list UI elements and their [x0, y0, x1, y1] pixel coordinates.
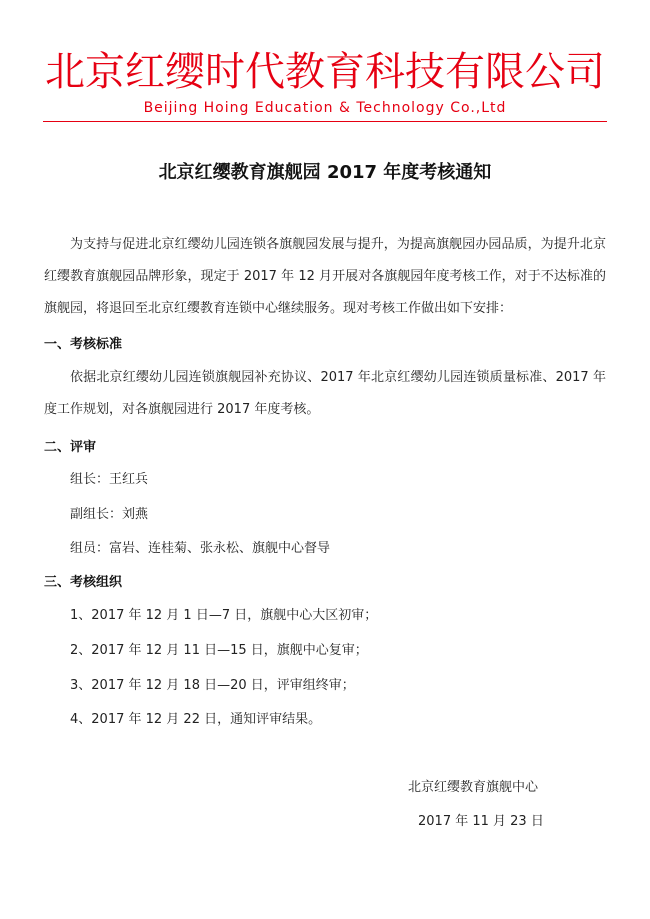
review-leader: 组长：王红兵	[70, 472, 149, 487]
section-heading-criteria: 一、考核标准	[44, 337, 123, 352]
criteria-paragraph	[44, 362, 606, 426]
section-heading-organization: 三、考核组织	[44, 575, 123, 590]
review-deputy-leader: 副组长：刘燕	[70, 507, 149, 522]
intro-paragraph	[44, 229, 606, 325]
intro-text: 为支持与促进北京红缨幼儿园连锁各旗舰园发展与提升，为提高旗舰园办园品质，为提升北京红缨教育旗舰园品牌形象，现定于 2017 年 12 月开展对各旗舰园年度考核工作，对于不达标准的旗舰园，将退回至北京红缨教育连锁中心继续服务。现对考核工作做出如下安排：	[44, 237, 606, 316]
section-heading-review: 二、评审	[44, 440, 97, 455]
schedule-item: 2、2017 年 12 月 11 日—15 日，旗舰中心复审；	[70, 643, 368, 658]
document-title: 北京红缨教育旗舰园 2017 年度考核通知	[158, 162, 492, 183]
letterhead-company-name-en: Beijing Hoing Education & Technology Co.,Ltd	[143, 100, 507, 116]
criteria-text: 依据北京红缨幼儿园连锁旗舰园补充协议、2017 年北京红缨幼儿园连锁质量标准、2017 年度工作规划，对各旗舰园进行 2017 年度考核。	[44, 370, 606, 417]
schedule-item: 3、2017 年 12 月 18 日—20 日，评审组终审；	[70, 678, 355, 693]
letterhead-company-name-cn: 北京红缨时代教育科技有限公司	[45, 49, 605, 95]
signature-date: 2017 年 11 月 23 日	[418, 814, 544, 829]
schedule-item: 4、2017 年 12 月 22 日，通知评审结果。	[70, 712, 322, 727]
signature-org: 北京红缨教育旗舰中心	[408, 780, 539, 795]
review-members: 组员：富岩、连桂菊、张永松、旗舰中心督导	[70, 541, 331, 556]
letterhead-divider	[43, 121, 607, 122]
schedule-item: 1、2017 年 12 月 1 日—7 日，旗舰中心大区初审；	[70, 608, 378, 623]
